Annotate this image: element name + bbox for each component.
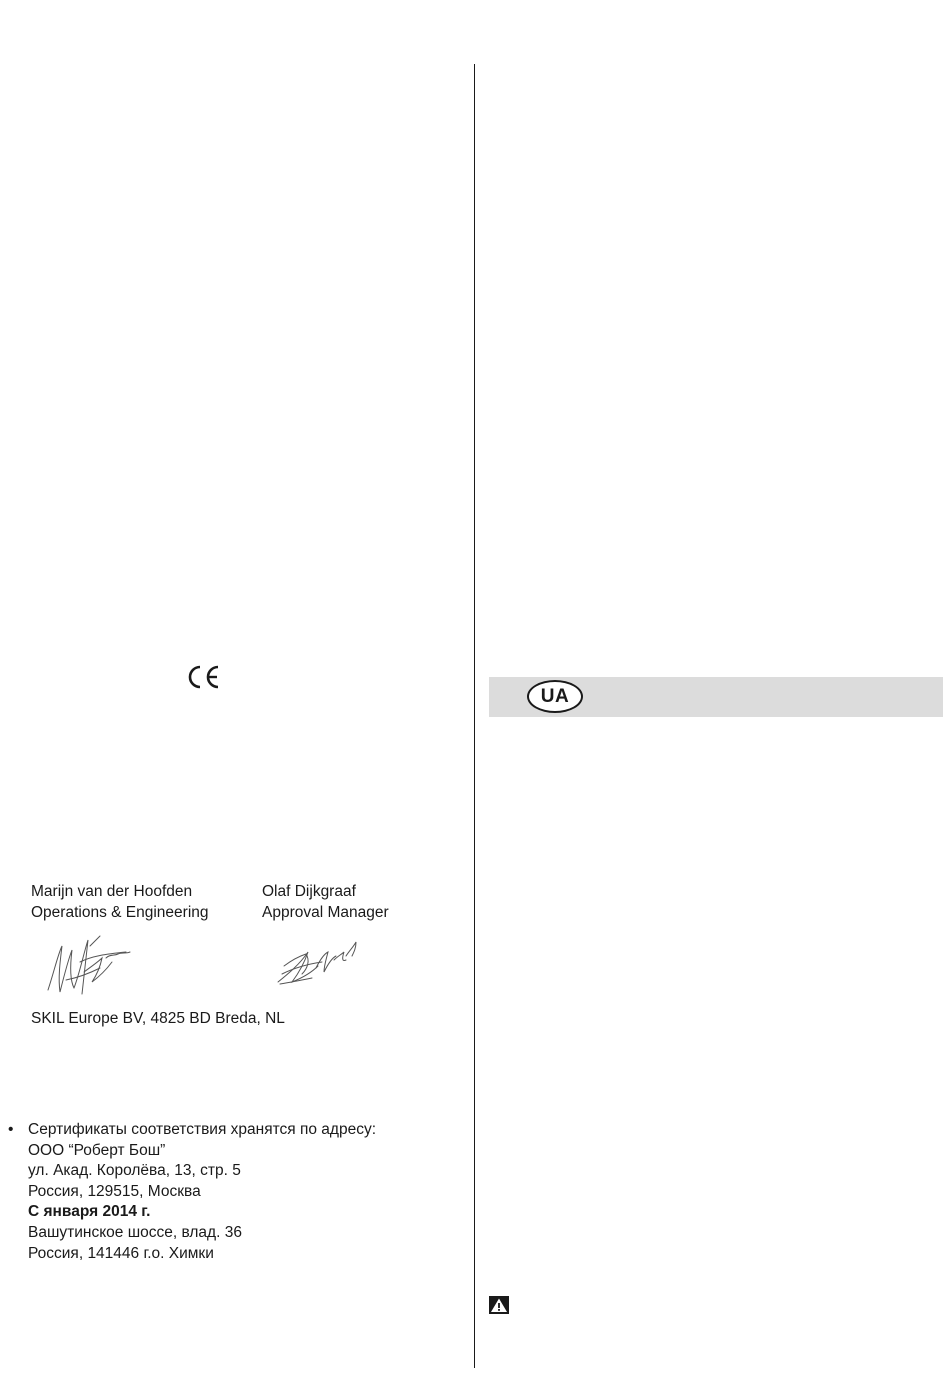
signatory-name: Olaf Dijkgraaf xyxy=(262,883,356,900)
address-date-line: С января 2014 г. xyxy=(28,1203,151,1221)
certificates-address xyxy=(8,1141,376,1265)
signatory-title: Approval Manager xyxy=(262,904,389,921)
address-line: ул. Акад. Королёва, 13, стр. 5 xyxy=(28,1162,241,1180)
language-badge: UA xyxy=(527,680,583,713)
bullet-icon: • xyxy=(8,1121,14,1138)
warning-triangle-icon xyxy=(489,1296,509,1314)
signatory-title: Operations & Engineering xyxy=(31,904,209,921)
certificates-heading: Сертификаты соответствия хранятся по адресу: xyxy=(28,1121,377,1138)
signatory-1 xyxy=(31,881,209,923)
certificates-block xyxy=(8,1120,376,1264)
address-line: ООО “Роберт Бош” xyxy=(28,1141,166,1159)
signature-2-image xyxy=(272,938,360,990)
address-line: Россия, 141446 г.о. Химки xyxy=(28,1244,214,1262)
ce-mark-icon xyxy=(186,663,222,691)
signatory-name: Marijn van der Hoofden xyxy=(31,883,193,900)
column-divider xyxy=(474,64,475,1368)
company-address: SKIL Europe BV, 4825 BD Breda, NL xyxy=(31,1010,285,1027)
language-section-bar xyxy=(489,677,943,717)
signature-1-image xyxy=(40,932,132,1002)
address-line: Россия, 129515, Москва xyxy=(28,1182,201,1200)
address-line: Вашутинское шоссе, влад. 36 xyxy=(28,1223,242,1241)
signatory-2 xyxy=(262,881,389,923)
